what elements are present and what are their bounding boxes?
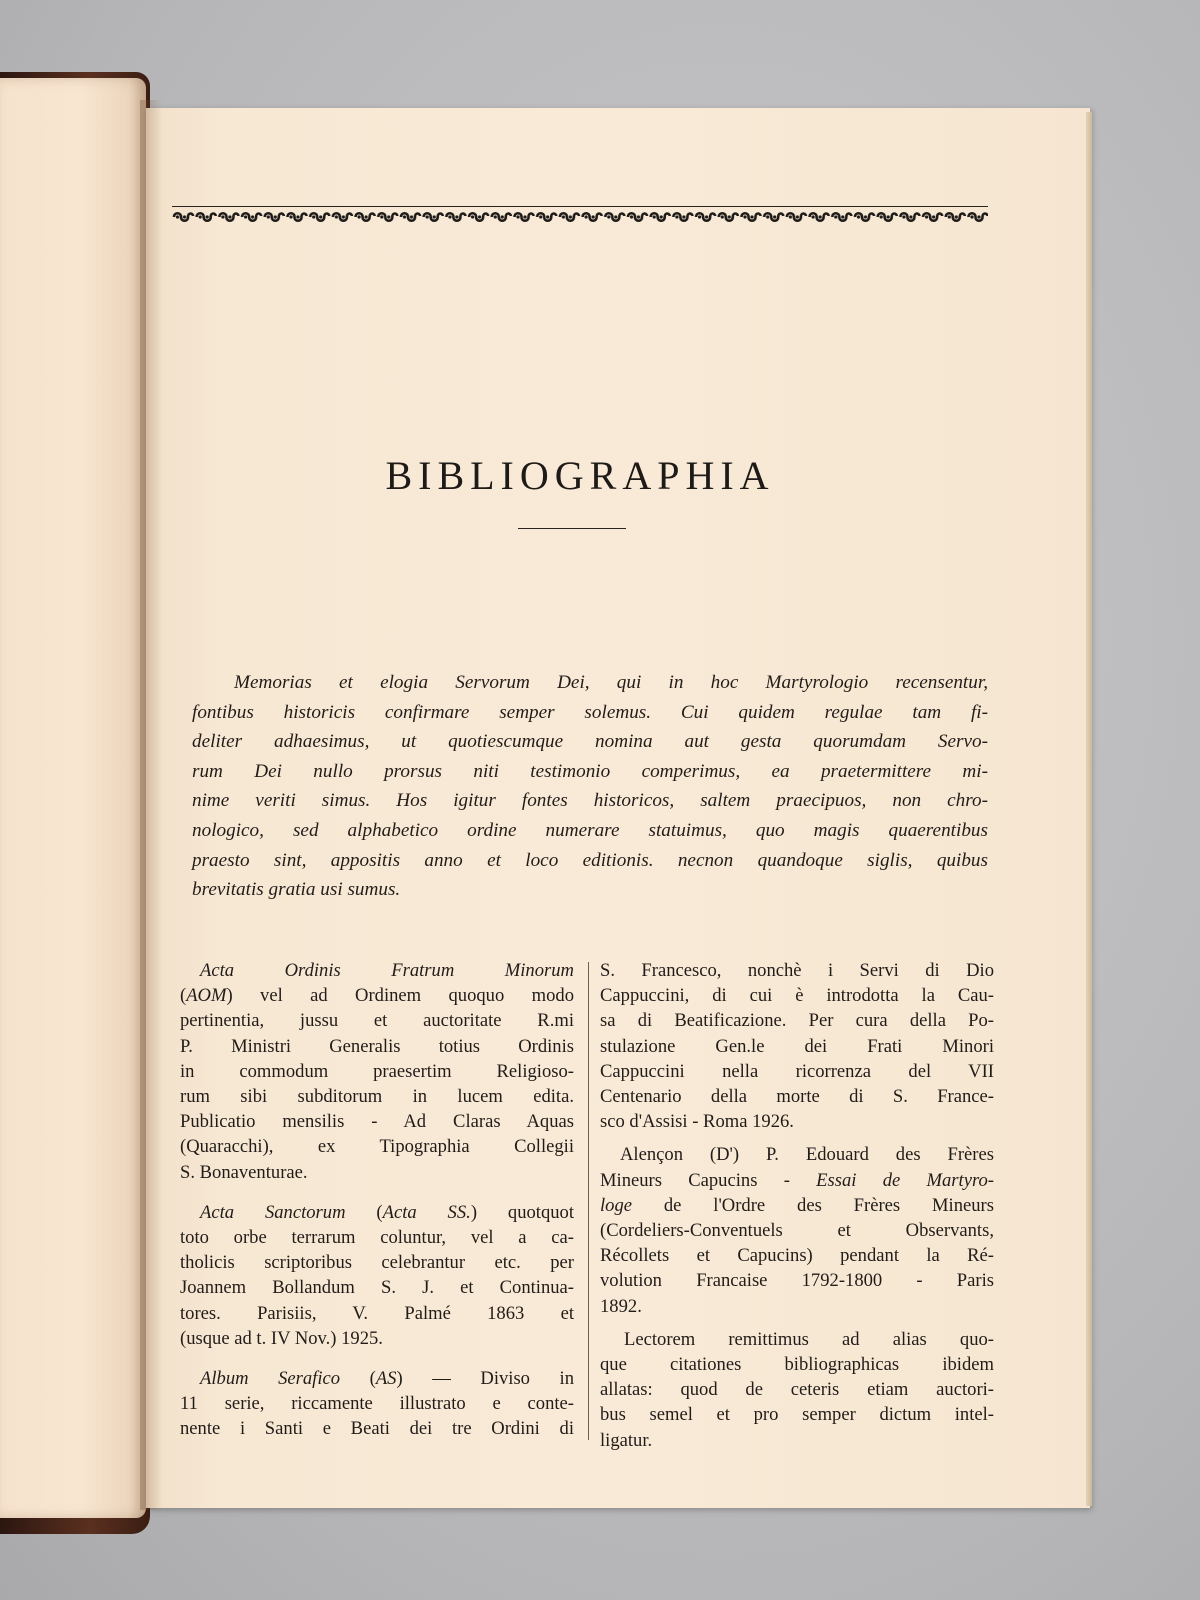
ornamental-border — [172, 210, 988, 224]
intro-line: rum Dei nullo prorsus niti testimonio comperimus, ea praetermittere mi- — [192, 760, 988, 782]
intro-line: fontibus historicis confirmare semper solemus. Cui quidem regulae tam fi- — [192, 701, 988, 723]
column-divider — [588, 962, 589, 1440]
facing-page — [0, 78, 146, 1518]
entry-title: Acta Ordinis Fratrum Minorum — [200, 960, 574, 981]
page-fore-edge — [1086, 112, 1092, 1506]
entry-siglum: AOM — [186, 985, 227, 1007]
bibliography-entry: Alençon (D') P. Edouard des Frères Mineurs Capucins - Essai de Martyro- loge de l'Ordre des Frères Mineurs (Cordeliers-Conventuels et Observants, Récollets et Capucins) pendant la Ré- volution Francaise 1792-1800 - Paris 1892. — [600, 1144, 994, 1317]
entry-siglum: AS — [375, 1368, 397, 1390]
intro-line: brevitatis gratia usi sumus. — [192, 879, 401, 901]
entry-title: Essai de Martyro- — [816, 1169, 994, 1191]
intro-line: deliter adhaesimus, ut quotiescumque nomina aut gesta quorumdam Servo- — [192, 731, 988, 753]
intro-line: Memorias et elogia Servorum Dei, qui in hoc Martyrologio recensentur, — [234, 672, 988, 693]
entry-title: loge — [600, 1194, 633, 1216]
page-gutter-shadow — [140, 100, 162, 1510]
title-underline-rule — [518, 528, 626, 529]
intro-paragraph — [192, 668, 988, 905]
entry-siglum: Acta SS. — [382, 1201, 471, 1223]
intro-line: nime veriti simus. Hos igitur fontes historicos, saltem praecipuos, non chro- — [192, 790, 988, 812]
bibliography-entry: Acta Ordinis Fratrum Minorum (AOM) vel ad Ordinem quoquo modo pertinentia, jussu et auctoritate R.mi P. Ministri Generalis totius Ordinis in commodum praesertim Religioso- rum sibi subditorum in lucem edita. Publicatio mensilis - Ad Claras Aquas (Quaracchi), ex Tipographia Collegii S. Bonaventurae. — [180, 960, 574, 1183]
bibliography-column-right — [600, 958, 994, 1453]
page-title: BIBLIOGRAPHIA — [385, 453, 775, 498]
bibliography-entry: Acta Sanctorum (Acta SS.) quotquot toto orbe terrarum coluntur, vel a ca- tholicis scriptoribus celebrantur etc. per Joannem Bollandum S. J. et Continua- tores. Parisiis, V. Palmé 1863 et (usque ad t. IV Nov.) 1925. — [180, 1201, 575, 1349]
bibliography-note: Lectorem remittimus ad alias quo- que citationes bibliographicas ibidem allatas: quod de ceteris etiam auctori- bus semel et pro semper dictum intel- ligatur. — [600, 1328, 994, 1451]
top-hairline-rule — [172, 206, 988, 207]
entry-title: Acta Sanctorum — [200, 1201, 346, 1223]
bibliography-entry: Album Serafico (AS) — Diviso in 11 serie, riccamente illustrato e conte- nente i Santi e Beati dei tre Ordini di — [180, 1368, 574, 1440]
intro-line: praesto sint, appositis anno et loco editionis. necnon quandoque siglis, quibus — [192, 849, 988, 871]
entry-title: Album Serafico — [200, 1368, 341, 1390]
intro-line: nologico, sed alphabetico ordine numerare statuimus, quo magis quaerentibus — [192, 819, 988, 841]
bibliography-entry-continued: S. Francesco, nonchè i Servi di Dio Cappuccini, di cui è introdotta la Cau- sa di Beatificazione. Per cura della Po- stulazione Gen.le dei Frati Minori Cappuccini nella ricorrenza del VII Centenario della morte di S. France- sco d'Assisi - Roma 1926. — [600, 960, 994, 1133]
bibliography-column-left — [180, 958, 574, 1442]
